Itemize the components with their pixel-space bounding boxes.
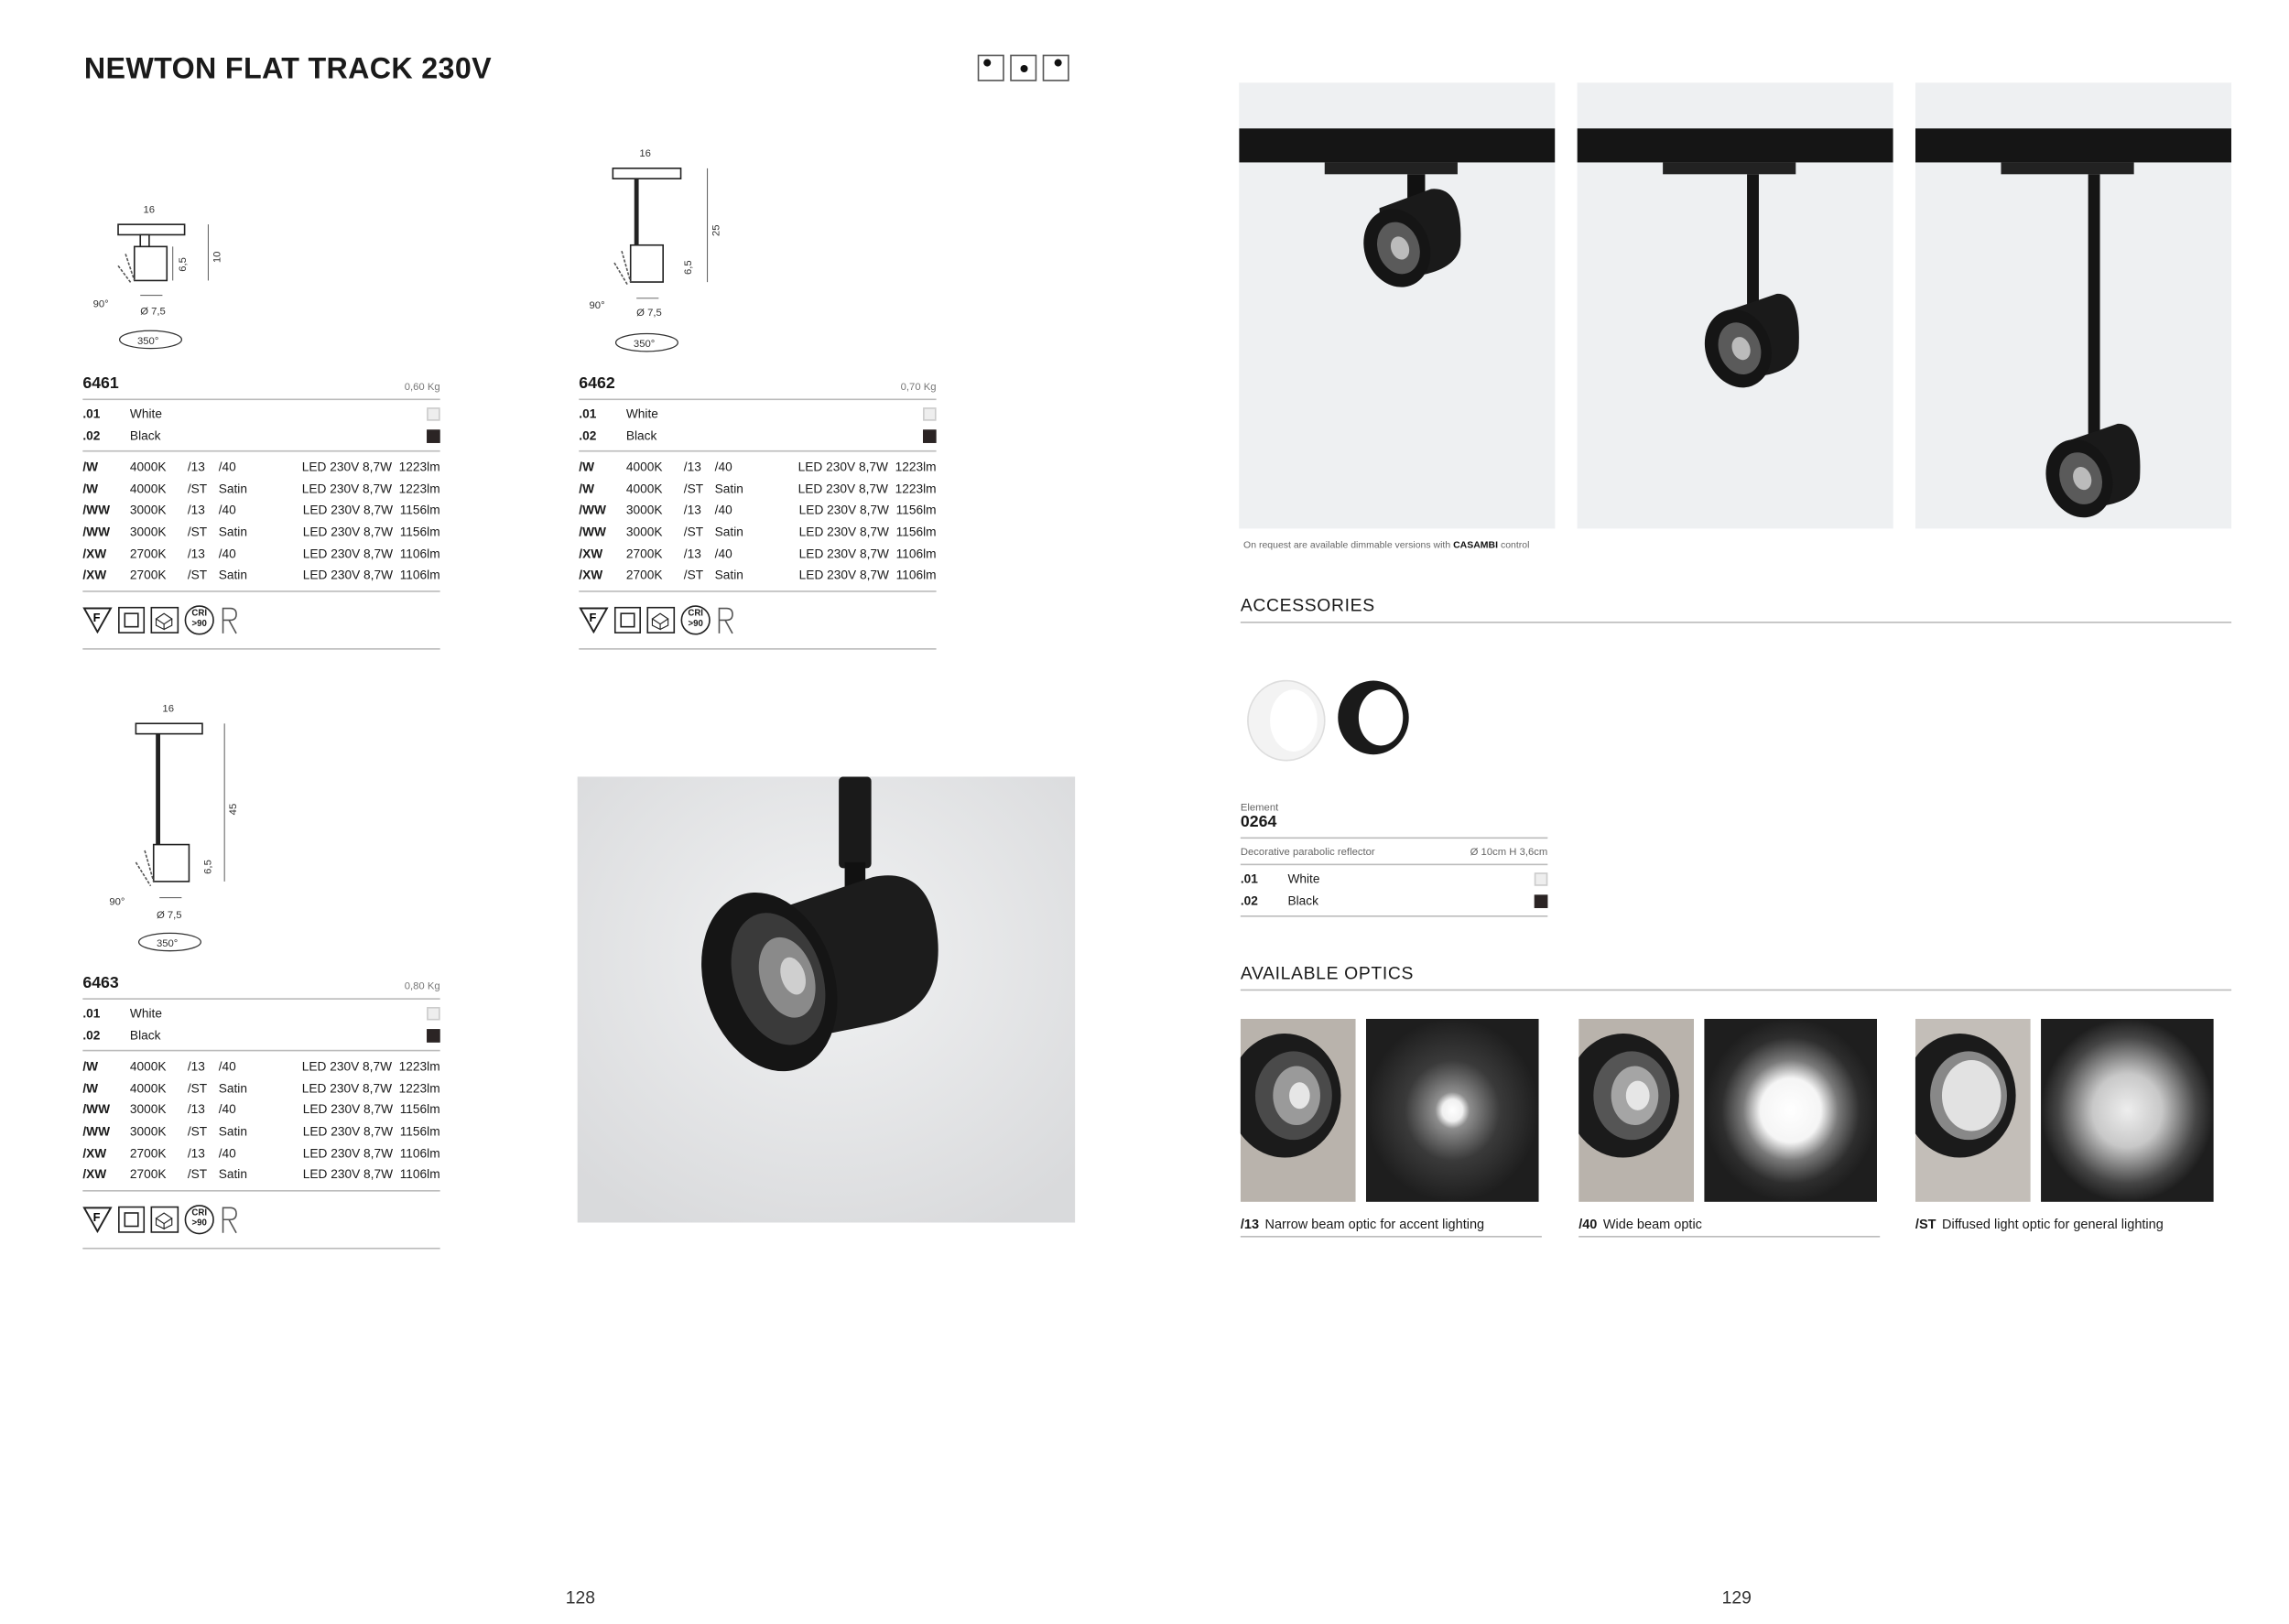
finish-swatch-black xyxy=(427,1029,440,1043)
spec-row xyxy=(82,1121,439,1142)
finish-name: Black xyxy=(625,428,657,443)
spec-row xyxy=(82,478,439,500)
spec-cct: 3000K xyxy=(129,1123,167,1139)
spec-cct: 3000K xyxy=(129,502,167,518)
spec-cct: 4000K xyxy=(625,459,663,475)
cri-value: >90 xyxy=(191,1218,207,1229)
spec-optic: /13 xyxy=(187,502,205,518)
finish-name: White xyxy=(1287,871,1320,886)
spec-power-value: LED 230V 8,7W xyxy=(301,459,393,475)
spec-beam: /40 xyxy=(218,459,236,475)
spec-cct: 4000K xyxy=(129,459,167,475)
accessory-finish-list xyxy=(1241,865,1547,917)
finish-code: .02 xyxy=(1240,893,1258,908)
spec-row xyxy=(82,1056,439,1078)
photo-6461 xyxy=(1239,82,1555,528)
r-mark-icon xyxy=(716,605,733,634)
spec-optic: /13 xyxy=(683,459,701,475)
mounting-icons xyxy=(978,55,1069,81)
product-6461 xyxy=(82,375,439,650)
wall-mount-icon xyxy=(1043,55,1069,81)
spec-optic: /ST xyxy=(187,524,208,539)
spec-lumen: 1223lm xyxy=(398,1080,440,1096)
dim-total-height: 25 xyxy=(711,224,722,237)
spec-row xyxy=(82,457,439,479)
spec-row xyxy=(82,543,439,565)
spec-cct: 3000K xyxy=(625,524,663,539)
spec-power xyxy=(292,1077,439,1099)
spec-power-value: LED 230V 8,7W xyxy=(302,1123,394,1139)
spec-beam: /40 xyxy=(218,1144,236,1161)
finish-row xyxy=(82,1002,439,1024)
spec-power xyxy=(788,500,936,522)
spec-power-value: LED 230V 8,7W xyxy=(302,1144,394,1161)
spec-cct: 2700K xyxy=(625,546,663,561)
spec-lumen: 1156lm xyxy=(399,524,440,539)
finish-swatch-white xyxy=(923,407,937,421)
spec-code: /W xyxy=(82,481,99,496)
optic-code: /40 xyxy=(1578,1217,1598,1232)
spec-row xyxy=(82,1142,439,1164)
accessory-rings-image xyxy=(1238,677,1423,765)
spec-optic: /ST xyxy=(683,567,704,582)
spec-row xyxy=(82,521,439,543)
spec-optic: /ST xyxy=(187,481,208,496)
optic-beam-pattern xyxy=(1704,1019,1877,1202)
spec-cct: 2700K xyxy=(129,567,167,582)
r-mark-icon xyxy=(220,605,237,634)
spec-power xyxy=(292,543,439,565)
photo-6463 xyxy=(1915,82,2231,528)
dimmable-note xyxy=(1243,540,1529,550)
product-6462 xyxy=(579,375,936,650)
spec-beam: /40 xyxy=(218,1101,236,1117)
spec-beam: /40 xyxy=(714,546,732,561)
spec-optic: /ST xyxy=(187,1123,208,1139)
spec-optic: /13 xyxy=(683,546,701,561)
optic-caption xyxy=(1915,1217,2217,1236)
spec-power-value: LED 230V 8,7W xyxy=(301,481,393,496)
spec-cct: 2700K xyxy=(625,567,663,582)
spec-beam: /40 xyxy=(218,502,236,518)
ceiling-mount-icon xyxy=(978,55,1004,81)
finish-code: .02 xyxy=(82,1026,101,1043)
cri-value: >90 xyxy=(191,620,207,629)
spec-code: /WW xyxy=(82,1101,111,1117)
spec-cct: 4000K xyxy=(625,481,663,496)
spec-lumen: 1156lm xyxy=(399,1123,440,1139)
spec-power-value: LED 230V 8,7W xyxy=(302,1166,394,1182)
spec-cct: 2700K xyxy=(129,1166,167,1182)
spec-power xyxy=(788,457,936,479)
spec-code: /XW xyxy=(579,567,603,582)
finish-swatch-black xyxy=(923,429,937,443)
accessory-description: Decorative parabolic reflector xyxy=(1240,847,1375,859)
product-weight: 0,80 Kg xyxy=(404,981,440,992)
product-weight: 0,70 Kg xyxy=(900,382,937,394)
class-ii-insulation-icon xyxy=(614,606,641,633)
dim-body-height: 6,5 xyxy=(178,257,190,272)
spec-power xyxy=(788,521,936,543)
spec-cct: 4000K xyxy=(129,1058,167,1074)
product-header xyxy=(82,375,439,400)
finish-row xyxy=(1241,868,1547,890)
spec-optic: /13 xyxy=(187,459,205,475)
spec-power xyxy=(292,564,439,586)
spec-power-value: LED 230V 8,7W xyxy=(301,1058,393,1074)
finish-code: .01 xyxy=(82,1005,101,1021)
finish-swatch-black xyxy=(1535,894,1548,908)
drawing-6463 xyxy=(103,697,266,957)
cri-90-icon xyxy=(185,605,214,634)
dim-body-height: 6,5 xyxy=(202,860,214,874)
spec-lumen: 1223lm xyxy=(895,481,937,496)
optic-st xyxy=(1915,1019,2217,1236)
spec-optic: /ST xyxy=(187,1166,208,1182)
spec-power xyxy=(292,1142,439,1164)
spec-power xyxy=(292,1056,439,1078)
spec-row xyxy=(579,500,936,522)
dim-tilt-label: 90° xyxy=(589,300,605,312)
accessory-description-row xyxy=(1241,839,1547,865)
spec-row xyxy=(579,457,936,479)
spec-power-value: LED 230V 8,7W xyxy=(302,567,394,582)
note-text: On request are available dimmable versions with xyxy=(1243,540,1451,551)
spec-code: /XW xyxy=(82,1144,107,1161)
optic-lens-photo xyxy=(1578,1019,1694,1202)
spec-lumen: 1106lm xyxy=(895,567,937,582)
spec-cct: 4000K xyxy=(129,481,167,496)
spec-table xyxy=(82,452,439,592)
spec-beam: Satin xyxy=(218,567,247,582)
dim-rotation-label: 350° xyxy=(136,335,159,347)
optic-13 xyxy=(1241,1019,1542,1238)
f-class-label: F xyxy=(589,610,597,624)
spec-code: /W xyxy=(82,1058,99,1074)
photo-6462 xyxy=(1578,82,1893,528)
accessory-dimensions: Ø 10cm H 3,6cm xyxy=(1470,847,1548,859)
optic-label: Diffused light optic for general lighting xyxy=(1941,1217,2164,1232)
spec-row xyxy=(82,1164,439,1186)
r-mark-icon xyxy=(220,1205,237,1234)
optic-beam-pattern xyxy=(2041,1019,2214,1202)
spec-optic: /13 xyxy=(187,1101,205,1117)
finish-row xyxy=(82,403,439,425)
cri-90-icon xyxy=(681,605,711,634)
spec-lumen: 1106lm xyxy=(895,546,937,561)
finish-swatch-white xyxy=(427,1007,440,1021)
finish-swatch-white xyxy=(427,407,440,421)
spec-optic: /ST xyxy=(187,567,208,582)
spec-row xyxy=(579,543,936,565)
cri-label: CRI xyxy=(688,609,704,619)
suspended-mount-icon xyxy=(1010,55,1036,81)
finish-name: White xyxy=(625,406,658,421)
spec-lumen: 1223lm xyxy=(895,459,937,475)
spec-power xyxy=(788,564,936,586)
finish-row xyxy=(82,1024,439,1046)
product-code: 6463 xyxy=(82,974,119,992)
spec-cct: 4000K xyxy=(129,1080,167,1096)
dim-width-label: 16 xyxy=(143,204,156,216)
dim-tilt-label: 90° xyxy=(109,896,125,908)
spec-power xyxy=(292,1099,439,1121)
spec-row xyxy=(82,1077,439,1099)
spec-lumen: 1106lm xyxy=(399,1144,440,1161)
finish-code: .01 xyxy=(1240,871,1258,886)
accessory-code: 0264 xyxy=(1241,814,1547,839)
certification-icons xyxy=(82,1191,439,1249)
dim-tilt-label: 90° xyxy=(92,298,109,310)
cri-90-icon xyxy=(185,1205,214,1234)
spec-code: /XW xyxy=(82,567,107,582)
finish-name: Black xyxy=(129,428,161,443)
spec-power xyxy=(788,543,936,565)
finish-swatch-white xyxy=(1535,872,1548,886)
led-module-icon xyxy=(151,606,179,633)
spec-power xyxy=(292,500,439,522)
dim-diameter-label: Ø 7,5 xyxy=(140,306,166,318)
accessory-0264 xyxy=(1241,803,1547,916)
spec-code: /WW xyxy=(82,1123,111,1139)
spec-lumen: 1106lm xyxy=(399,567,440,582)
spec-cct: 2700K xyxy=(129,546,167,561)
spec-power-value: LED 230V 8,7W xyxy=(798,546,889,561)
certification-icons xyxy=(579,591,936,649)
finish-row xyxy=(1241,890,1547,912)
spec-optic: /13 xyxy=(187,546,205,561)
spec-lumen: 1156lm xyxy=(399,502,440,518)
spec-code: /W xyxy=(82,1080,99,1096)
spec-code: /W xyxy=(579,459,595,475)
spec-optic: /13 xyxy=(683,502,701,518)
spec-row xyxy=(82,500,439,522)
spec-cct: 3000K xyxy=(129,524,167,539)
dim-width-label: 16 xyxy=(162,703,174,715)
spec-power-value: LED 230V 8,7W xyxy=(798,502,889,518)
dim-rotation-label: 350° xyxy=(633,339,656,351)
spec-lumen: 1106lm xyxy=(399,1166,440,1182)
f-class-icon xyxy=(82,1206,112,1232)
spec-power-value: LED 230V 8,7W xyxy=(798,567,889,582)
page-number-left: 128 xyxy=(565,1586,596,1608)
spec-optic: /ST xyxy=(683,481,704,496)
optic-40 xyxy=(1578,1019,1880,1238)
spec-beam: /40 xyxy=(218,546,236,561)
product-header xyxy=(579,375,936,400)
spec-power xyxy=(292,1121,439,1142)
spec-table xyxy=(579,452,936,592)
finish-list xyxy=(82,400,439,452)
product-code: 6461 xyxy=(82,374,119,394)
optic-caption xyxy=(1578,1217,1880,1238)
spec-lumen: 1223lm xyxy=(398,459,440,475)
spec-optic: /ST xyxy=(187,1080,208,1096)
spec-power-value: LED 230V 8,7W xyxy=(301,1080,393,1096)
finish-name: White xyxy=(129,1005,162,1021)
optic-code: /13 xyxy=(1240,1217,1260,1232)
spec-beam: Satin xyxy=(218,1166,247,1182)
spec-power-value: LED 230V 8,7W xyxy=(302,502,394,518)
certification-icons xyxy=(82,591,439,649)
dim-diameter-label: Ø 7,5 xyxy=(156,910,182,922)
page-title: NEWTON FLAT TRACK 230V xyxy=(83,53,492,86)
finish-list xyxy=(82,1000,439,1052)
spec-cct: 3000K xyxy=(625,502,663,518)
spec-cct: 2700K xyxy=(129,1144,167,1161)
available-optics-heading: AVAILABLE OPTICS xyxy=(1241,963,2231,991)
dim-body-height: 6,5 xyxy=(682,260,694,275)
spec-lumen: 1223lm xyxy=(398,481,440,496)
dim-rotation-label: 350° xyxy=(156,937,179,949)
product-code: 6462 xyxy=(579,374,615,394)
casambi-brand: CASAMBI xyxy=(1453,540,1499,551)
optic-caption xyxy=(1241,1217,1542,1238)
f-class-icon xyxy=(579,606,608,633)
f-class-icon xyxy=(82,606,112,633)
spec-power xyxy=(788,478,936,500)
spec-power xyxy=(292,478,439,500)
finish-row xyxy=(579,403,936,425)
spec-power-value: LED 230V 8,7W xyxy=(797,459,888,475)
dim-total-height: 10 xyxy=(212,251,223,264)
finish-name: Black xyxy=(129,1026,161,1043)
dim-total-height: 45 xyxy=(228,803,240,816)
spec-row xyxy=(579,478,936,500)
spec-beam: Satin xyxy=(714,481,743,496)
spec-lumen: 1156lm xyxy=(895,502,937,518)
spec-beam: Satin xyxy=(714,524,743,539)
spec-power xyxy=(292,457,439,479)
class-ii-insulation-icon xyxy=(118,606,145,633)
spec-row xyxy=(82,564,439,586)
spec-power xyxy=(292,521,439,543)
spec-beam: Satin xyxy=(218,524,247,539)
cri-label: CRI xyxy=(191,1208,208,1218)
led-module-icon xyxy=(646,606,675,633)
spec-beam: Satin xyxy=(714,567,743,582)
spec-optic: /13 xyxy=(187,1144,205,1161)
finish-code: .01 xyxy=(579,406,597,421)
spec-row xyxy=(579,521,936,543)
spec-lumen: 1156lm xyxy=(399,1101,440,1117)
spec-code: /WW xyxy=(82,502,111,518)
f-class-label: F xyxy=(92,610,101,624)
finish-row xyxy=(82,425,439,447)
spec-power-value: LED 230V 8,7W xyxy=(798,524,889,539)
spec-code: /XW xyxy=(82,546,107,561)
spec-lumen: 1106lm xyxy=(399,546,440,561)
spec-power xyxy=(292,1164,439,1186)
spec-code: /WW xyxy=(579,524,606,539)
dim-diameter-label: Ø 7,5 xyxy=(636,308,662,319)
finish-code: .02 xyxy=(82,428,101,443)
page-number-right: 129 xyxy=(1721,1586,1752,1608)
finish-swatch-black xyxy=(427,429,440,443)
product-closeup-photo xyxy=(578,776,1076,1222)
spec-table xyxy=(82,1052,439,1192)
drawing-6462 xyxy=(583,142,745,356)
spec-beam: /40 xyxy=(714,502,732,518)
spec-lumen: 1156lm xyxy=(895,524,937,539)
spec-beam: /40 xyxy=(714,459,732,475)
spec-beam: Satin xyxy=(218,1080,247,1096)
finish-code: .01 xyxy=(82,406,101,421)
accessory-element-label: Element xyxy=(1240,803,1279,814)
finish-row xyxy=(579,425,936,447)
spec-beam: Satin xyxy=(218,1123,247,1139)
product-6463 xyxy=(82,975,439,1250)
product-weight: 0,60 Kg xyxy=(404,382,440,394)
finish-list xyxy=(579,400,936,452)
cri-value: >90 xyxy=(688,620,703,629)
spec-lumen: 1223lm xyxy=(398,1058,440,1074)
spec-optic: /ST xyxy=(683,524,704,539)
spec-code: /WW xyxy=(82,524,111,539)
optic-lens-photo xyxy=(1241,1019,1356,1202)
optic-beam-pattern xyxy=(1366,1019,1539,1202)
product-header xyxy=(82,975,439,1000)
accessories-heading: ACCESSORIES xyxy=(1241,595,2231,623)
drawing-6461 xyxy=(81,192,244,354)
finish-name: Black xyxy=(1287,893,1318,908)
dim-width-label: 16 xyxy=(639,147,651,159)
spec-power-value: LED 230V 8,7W xyxy=(797,481,888,496)
f-class-label: F xyxy=(92,1209,101,1224)
spec-code: /XW xyxy=(579,546,603,561)
finish-name: White xyxy=(129,406,162,421)
finish-code: .02 xyxy=(579,428,597,443)
spec-beam: Satin xyxy=(218,481,247,496)
note-suffix: control xyxy=(1500,540,1530,551)
cri-label: CRI xyxy=(191,609,208,619)
spec-row xyxy=(82,1099,439,1121)
led-module-icon xyxy=(151,1206,179,1232)
class-ii-insulation-icon xyxy=(118,1206,145,1232)
spec-row xyxy=(579,564,936,586)
spec-code: /W xyxy=(82,459,99,475)
optic-lens-photo xyxy=(1915,1019,2031,1202)
optic-label: Narrow beam optic for accent lighting xyxy=(1264,1217,1485,1232)
spec-beam: /40 xyxy=(218,1058,236,1074)
optic-code: /ST xyxy=(1915,1217,1936,1232)
optic-label: Wide beam optic xyxy=(1602,1217,1702,1232)
spec-code: /WW xyxy=(579,502,606,518)
spec-optic: /13 xyxy=(187,1058,205,1074)
spec-code: /W xyxy=(579,481,595,496)
spec-power-value: LED 230V 8,7W xyxy=(302,1101,394,1117)
spec-code: /XW xyxy=(82,1166,107,1182)
spec-power-value: LED 230V 8,7W xyxy=(302,524,394,539)
spec-power-value: LED 230V 8,7W xyxy=(302,546,394,561)
spec-cct: 3000K xyxy=(129,1101,167,1117)
